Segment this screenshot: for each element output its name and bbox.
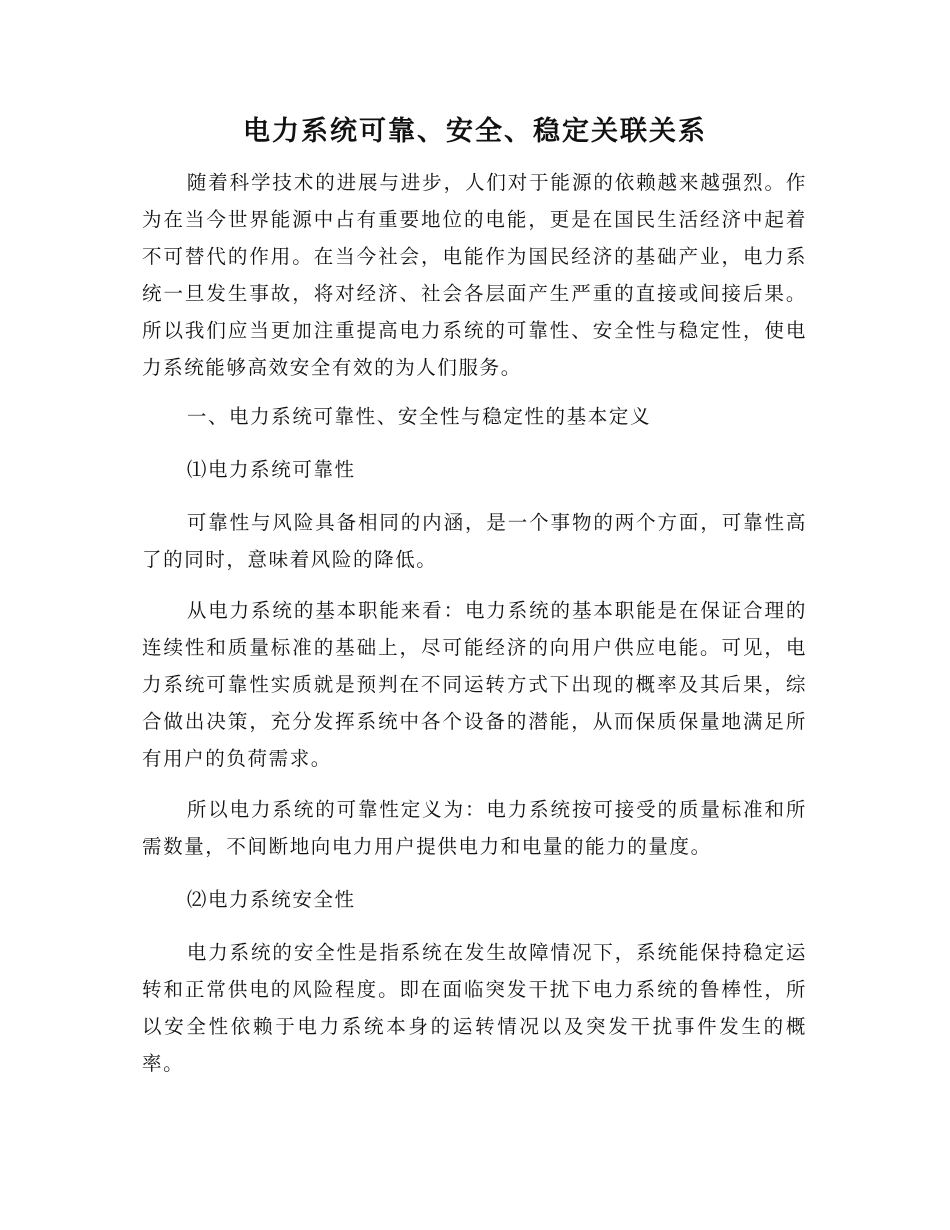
document-body xyxy=(142,164,807,1082)
intro-paragraph: 随着科学技术的进展与进步，人们对于能源的依赖越来越强烈。作为在当今世界能源中占有重要地位的电能，更是在国民生活经济中起着不可替代的作用。在当今社会，电能作为国民经济的基础产业，电力系统一旦发生事故，将对经济、社会各层面产生严重的直接或间接后果。所以我们应当更加注重提高电力系统的可靠性、安全性与稳定性，使电力系统能够高效安全有效的为人们服务。 xyxy=(142,171,807,379)
subsection-heading-security: ⑵电力系统安全性 xyxy=(186,888,356,911)
reliability-definition-paragraph: 所以电力系统的可靠性定义为：电力系统按可接受的质量标准和所需数量，不间断地向电力用户提供电力和电量的能力的量度。 xyxy=(142,798,807,858)
document-title: 电力系统可靠、安全、稳定关联关系 xyxy=(243,116,707,147)
security-paragraph: 电力系统的安全性是指系统在发生故障情况下，系统能保持稳定运转和正常供电的风险程度。即在面临突发干扰下电力系统的鲁棒性，所以安全性依赖于电力系统本身的运转情况以及突发干扰事件发生的概率。 xyxy=(142,941,807,1075)
subsection-heading-reliability: ⑴电力系统可靠性 xyxy=(186,458,356,481)
section-heading: 一、电力系统可靠性、安全性与稳定性的基本定义 xyxy=(186,405,652,428)
reliability-paragraph-2: 从电力系统的基本职能来看：电力系统的基本职能是在保证合理的连续性和质量标准的基础上，尽可能经济的向用户供应电能。可见，电力系统可靠性实质就是预判在不同运转方式下出现的概率及其后果，综合做出决策，充分发挥系统中各个设备的潜能，从而保质保量地满足所有用户的负荷需求。 xyxy=(142,599,807,770)
reliability-paragraph-1: 可靠性与风险具备相同的内涵，是一个事物的两个方面，可靠性高了的同时，意味着风险的降低。 xyxy=(142,511,807,571)
